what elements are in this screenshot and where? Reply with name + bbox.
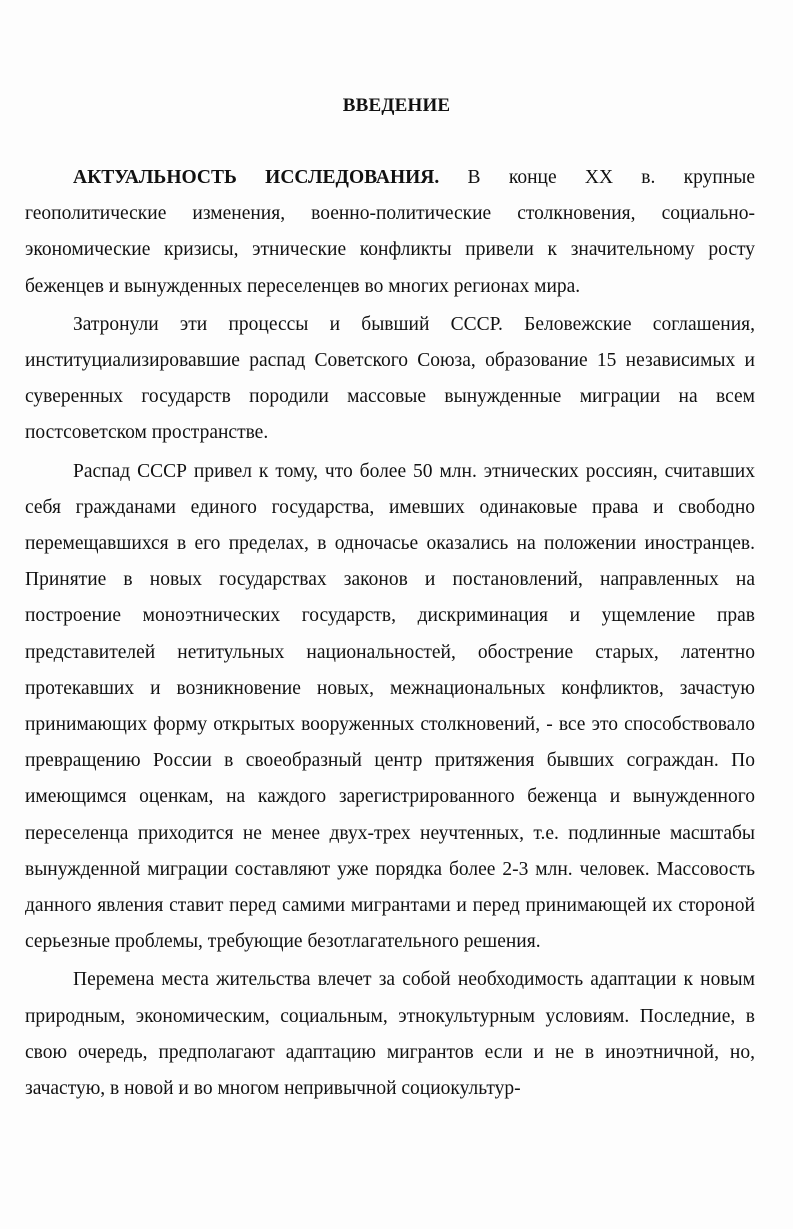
paragraph-relevance: [25, 160, 755, 305]
document-body: [25, 160, 755, 1107]
paragraph-ussr-processes: Затронули эти процессы и бывший СССР. Беловежские соглашения, институциализировавшие распад Советского Союза, образование 15 независимых и суверенных государств породили массовые вынужденные миграции на всем постсоветском пространстве.: [25, 313, 755, 444]
relevance-lead: АКТУАЛЬНОСТЬ ИССЛЕДОВАНИЯ.: [73, 167, 440, 188]
paragraph-text: В конце XX в. крупные геополитические изменения, военно-политические столкновения, социально-экономические кризисы, этнические конфликты привели к значительному росту беженцев и вынужденных переселенцев во многих регионах мира.: [25, 167, 756, 297]
paragraph-adaptation: Перемена места жительства влечет за собой необходимость адаптации к новым природным, экономическим, социальным, этнокультурным условиям. Последние, в свою очередь, предполагают адаптацию мигрантов если и не в иноэтничной, но, зачастую, в новой и во многом непривычной социокультур-: [25, 969, 755, 1100]
paragraph-ussr-collapse: Распад СССР привел к тому, что более 50 млн. этнических россиян, считавших себя гражданами единого государства, имевших одинаковые права и свободно перемещавшихся в его пределах, в одночасье оказались на положении иностранцев. Принятие в новых государствах законов и постановлений, направленных на построение моноэтнических государств, дискриминация и ущемление прав представителей нетитульных национальностей, обострение старых, латентно протекавших и возникновение новых, межнациональных конфликтов, зачастую принимающих форму открытых вооруженных столкновений, - все это способствовало превращению России в своеобразный центр притяжения бывших сограждан. По имеющимся оценкам, на каждого зарегистрированного беженца и вынужденного переселенца приходится не менее двух-трех неучтенных, т.е. подлинные масштабы вынужденной миграции составляют уже порядка более 2-3 млн. человек. Массовость данного явления ставит перед самими мигрантами и перед принимающей их стороной серьезные проблемы, требующие безотлагательного решения.: [25, 460, 755, 953]
document-heading: ВВЕДЕНИЕ: [342, 95, 451, 116]
